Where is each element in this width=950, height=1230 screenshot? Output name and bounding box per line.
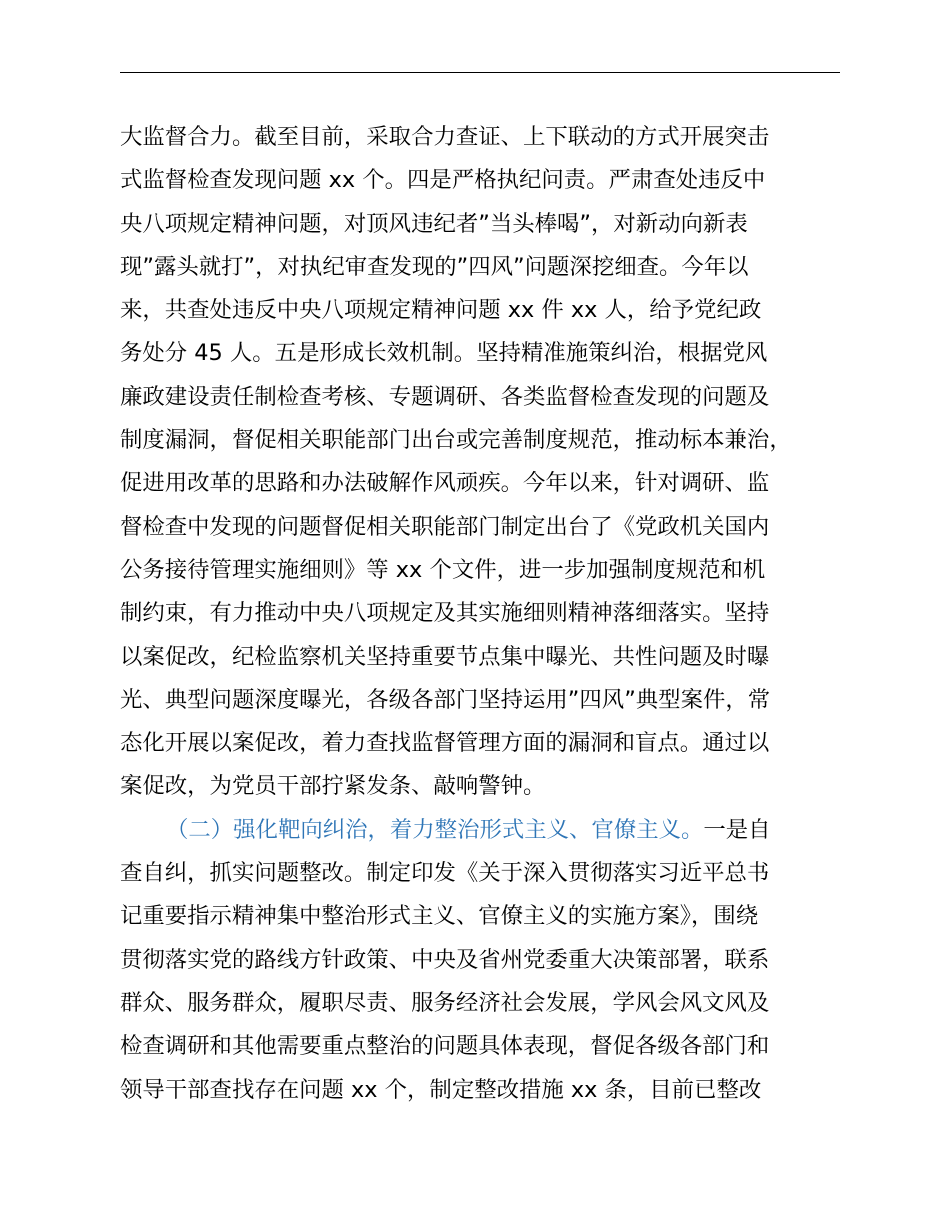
text-line: 贯彻落实党的路线方针政策、中央及省州党委重大决策部署，联系 <box>120 946 770 973</box>
section-2-heading: （二）强化靶向纠治，着力整治形式主义、官僚主义。 <box>166 816 704 843</box>
text-line: 来，共查处违反中央八项规定精神问题 xx 件 xx 人，给予党纪政 <box>120 297 762 324</box>
text-line: 检查调研和其他需要重点整治的问题具体表现，督促各级各部门和 <box>120 1033 770 1060</box>
text-line: 领导干部查找存在问题 xx 个，制定整改措施 xx 条，目前已整改 <box>120 1076 762 1103</box>
section-2-first-line-rest: 一是自 <box>703 816 771 843</box>
text-line: 式监督检查发现问题 xx 个。四是严格执纪问责。严肃查处违反中 <box>120 167 766 194</box>
text-line: 记重要指示精神集中整治形式主义、官僚主义的实施方案》，围绕 <box>120 903 759 930</box>
section-2-first-line <box>120 809 856 852</box>
text-line: 央八项规定精神问题，对顶风违纪者”当头棒喝”，对新动向新表 <box>120 210 748 237</box>
text-line: 廉政建设责任制检查考核、专题调研、各类监督检查发现的问题及 <box>120 383 770 410</box>
document-body <box>120 116 856 1112</box>
text-line: 制度漏洞，督促相关职能部门出台或完善制度规范，推动标本兼治， <box>120 427 792 454</box>
text-line: 务处分 45 人。五是形成长效机制。坚持精准施策纠治，根据党风 <box>120 340 768 367</box>
header-rule <box>120 72 840 73</box>
text-line: 促进用改革的思路和办法破解作风顽疾。今年以来，针对调研、监 <box>120 470 770 497</box>
text-line: 查自纠，抓实问题整改。制定印发《关于深入贯彻落实习近平总书 <box>120 860 770 887</box>
text-line: 光、典型问题深度曝光，各级各部门坚持运用”四风”典型案件，常 <box>120 686 771 713</box>
text-line: 群众、服务群众，履职尽责、服务经济社会发展，学风会风文风及 <box>120 989 770 1016</box>
text-line: 态化开展以案促改，着力查找监督管理方面的漏洞和盲点。通过以 <box>120 730 770 757</box>
text-line: 制约束，有力推动中央八项规定及其实施细则精神落细落实。坚持 <box>120 600 770 627</box>
text-line: 大监督合力。截至目前，采取合力查证、上下联动的方式开展突击 <box>120 124 770 150</box>
text-line: 案促改，为党员干部拧紧发条、敲响警钟。 <box>120 773 546 800</box>
text-line: 督检查中发现的问题督促相关职能部门制定出台了《党政机关国内 <box>120 513 770 540</box>
text-line: 现”露头就打”，对执纪审查发现的”四风”问题深挖细查。今年以 <box>120 253 749 280</box>
text-line: 以案促改，纪检监察机关坚持重要节点集中曝光、共性问题及时曝 <box>120 643 770 670</box>
text-line: 公务接待管理实施细则》等 xx 个文件，进一步加强制度规范和机 <box>120 556 766 583</box>
